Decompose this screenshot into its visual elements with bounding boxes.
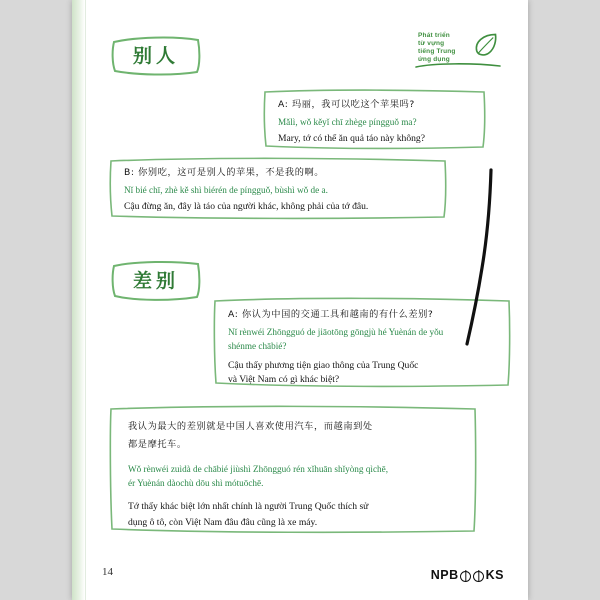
logo-line-4: ứng dụng: [418, 56, 450, 63]
dialogue-1-vietnamese: Mary, tớ có thể ăn quả táo này không?: [278, 133, 425, 144]
footer-brand-prefix: NPB: [430, 568, 459, 582]
globe-icon-2: [473, 571, 484, 582]
dialogue-box-1: [262, 88, 487, 150]
leaf-icon: [470, 30, 500, 60]
section-heading-2-text: 差别: [132, 269, 179, 292]
dialogue-box-3: [212, 296, 512, 388]
page-number: 14: [102, 566, 113, 578]
footer-brand: [431, 568, 504, 582]
dialogue-3-vietnamese-line-1: Cậu thấy phương tiện giao thông của Trung Quốc: [228, 360, 419, 371]
dialogue-box-3-content: [212, 296, 512, 395]
dialogue-box-2: [108, 156, 448, 220]
page-edge-line: [85, 0, 86, 600]
dialogue-1-pinyin: Mǎlì, wǒ kěyǐ chī zhège píngguǒ ma?: [278, 117, 417, 127]
dialogue-4-pinyin-line-1: Wǒ rènwéi zuìdà de chābié jiùshì Zhōngguó rén xǐhuān shǐyòng qìchē,: [128, 464, 388, 474]
dialogue-4-vietnamese-line-2: dụng ô tô, còn Việt Nam đâu đâu cũng là xe máy.: [128, 517, 318, 528]
logo-line-1: Phát triển: [418, 32, 450, 39]
dialogue-2-vietnamese: Cậu đừng ăn, đây là táo của người khác, không phải của tớ đâu.: [124, 201, 369, 212]
dialogue-4-hanzi-line-1: 我认为最大的差别就是中国人喜欢使用汽车，而越南到处: [128, 421, 373, 432]
dialogue-4-vietnamese-line-1: Tớ thấy khác biệt lớn nhất chính là người Trung Quốc thích sử: [128, 501, 369, 512]
dialogue-box-4: [108, 404, 478, 534]
dialogue-3-pinyin-line-1: Nǐ rènwéi Zhōngguó de jiāotōng gōngjù hé Yuènán de yǒu: [228, 327, 444, 337]
page-edge-strip: [72, 0, 85, 600]
dialogue-box-1-content: [262, 88, 487, 154]
section-heading-1: [110, 33, 202, 77]
dialogue-box-2-content: [108, 156, 448, 222]
publisher-logo: [410, 26, 506, 72]
dialogue-2-pinyin: Nǐ bié chī, zhè kě shì biérén de píngguǒ, bùshì wǒ de a.: [124, 185, 328, 195]
dialogue-1-hanzi: A: 玛丽，我可以吃这个苹果吗?: [278, 99, 415, 110]
footer-brand-suffix: KS: [485, 568, 504, 582]
globe-icon: [460, 571, 471, 582]
dialogue-3-hanzi: A: 你认为中国的交通工具和越南的有什么差别?: [228, 309, 434, 320]
dialogue-3-pinyin-line-2: shénme chābié?: [228, 341, 287, 351]
logo-line-3: tiếng Trung: [418, 48, 456, 55]
dialogue-2-hanzi: B: 你别吃，这可是别人的苹果，不是我的啊。: [124, 167, 325, 178]
logo-line-2: từ vựng: [418, 40, 445, 47]
dialogue-4-hanzi-line-2: 都是摩托车。: [128, 439, 187, 450]
book-page: [72, 0, 528, 600]
section-heading-1-text: 别人: [132, 44, 179, 67]
section-heading-2: [110, 258, 202, 302]
dialogue-3-vietnamese-line-2: và Việt Nam có gì khác biệt?: [228, 374, 340, 385]
logo-text: [418, 32, 456, 64]
dialogue-box-4-content: [108, 404, 478, 538]
dialogue-4-pinyin-line-2: ér Yuènán dàochù dōu shì mótuōchē.: [128, 478, 264, 488]
